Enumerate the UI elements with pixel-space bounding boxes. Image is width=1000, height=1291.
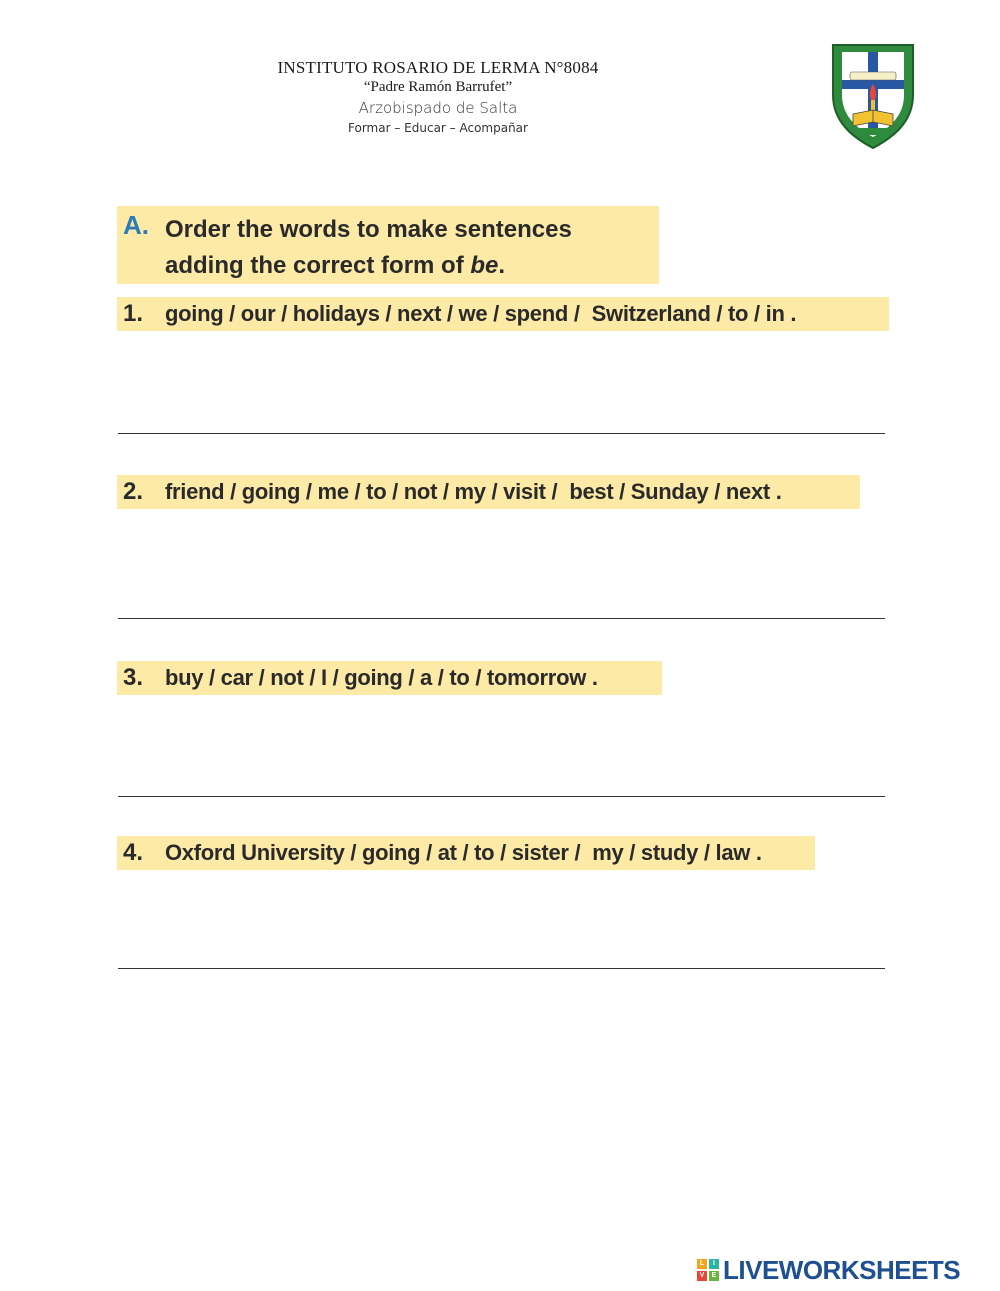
exercise-letter: A. <box>123 210 149 240</box>
answer-line-2[interactable] <box>118 618 885 619</box>
item-words-continued: best / Sunday / next . <box>569 479 782 504</box>
instruction-line-1: Order the words to make sentences <box>165 216 572 243</box>
instruction-emphasis: be <box>470 252 499 279</box>
instruction-line-2-text: adding the correct form of <box>165 252 471 279</box>
answer-line-4[interactable] <box>118 968 885 969</box>
item-words: buy / car / not / I / going / a / to / tomorrow . <box>165 665 598 690</box>
liveworksheets-brand: LIVEWORKSHEETS <box>723 1254 961 1285</box>
answer-line-1[interactable] <box>118 433 885 434</box>
school-motto: Formar – Educar – Acompañar <box>348 121 528 135</box>
exercise-instruction <box>165 212 572 284</box>
item-number: 2. <box>123 478 144 505</box>
item-words: friend / going / me / to / not / my / visit / <box>165 479 558 504</box>
item-number: 3. <box>123 664 144 691</box>
item-words-continued: my / study / law . <box>592 840 762 865</box>
item-words: going / our / holidays / next / we / spend / <box>165 301 580 326</box>
instruction-line-2 <box>165 248 572 284</box>
answer-line-3[interactable] <box>118 796 885 797</box>
item-number: 4. <box>123 839 144 866</box>
logo-block-l: L <box>697 1259 707 1269</box>
item-words-continued: Switzerland / to / in . <box>591 301 797 326</box>
school-header <box>238 58 638 137</box>
item-words: Oxford University / going / at / to / sister / <box>165 840 581 865</box>
logo-block-v: V <box>697 1271 707 1281</box>
liveworksheets-logo[interactable] <box>697 1256 960 1284</box>
school-crest-icon <box>828 40 918 150</box>
institution-name: INSTITUTO ROSARIO DE LERMA N°8084 <box>277 58 599 77</box>
patron-name: “Padre Ramón Barrufet” <box>363 79 513 95</box>
exercise-item-3 <box>117 661 662 695</box>
exercise-instruction-box <box>117 206 659 284</box>
exercise-item-4 <box>117 836 815 870</box>
archdiocese-name: Arzobispado de Salta <box>358 99 518 117</box>
exercise-item-2 <box>117 475 860 509</box>
liveworksheets-logo-icon <box>697 1259 719 1281</box>
item-number: 1. <box>123 300 144 327</box>
logo-block-e: E <box>709 1271 719 1281</box>
exercise-item-1 <box>117 297 889 331</box>
instruction-period: . <box>498 252 506 279</box>
logo-block-i: I <box>709 1259 719 1269</box>
